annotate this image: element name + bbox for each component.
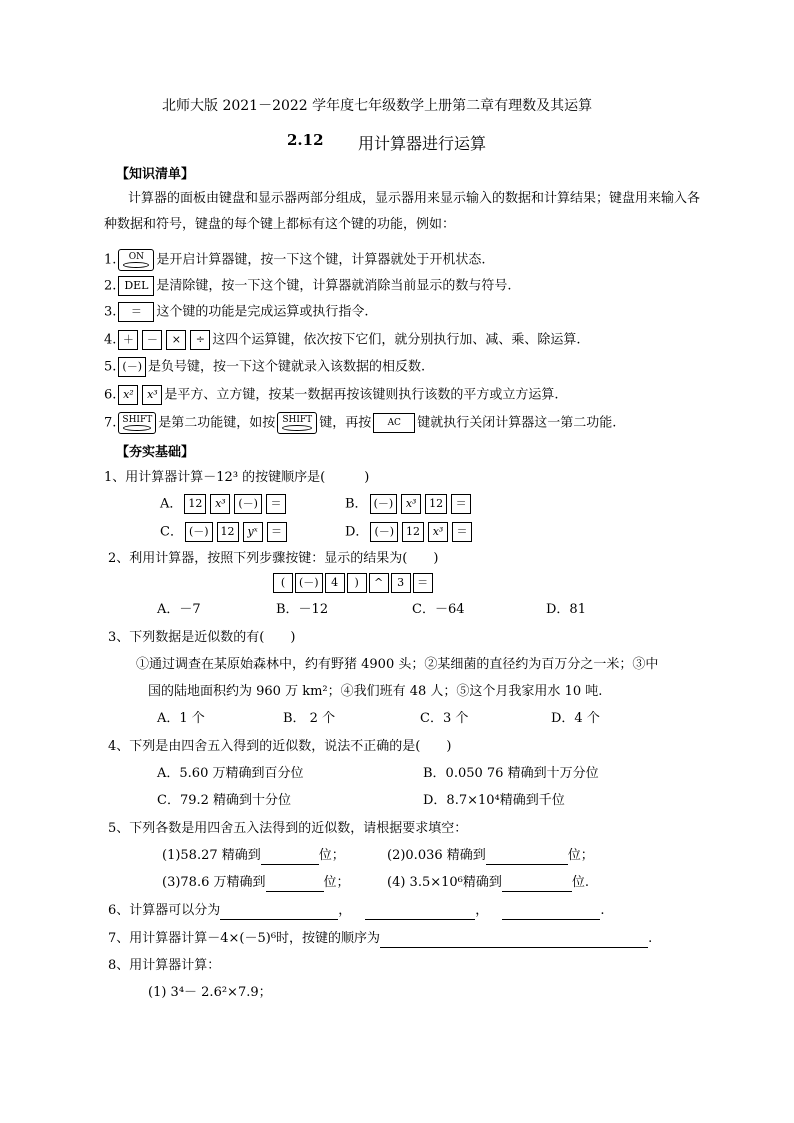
shift-key: SHIFT <box>118 412 156 434</box>
q4-stem: 4、下列是由四舍五入得到的近似数，说法不正确的是( ) <box>108 739 452 754</box>
key-12: 12 <box>425 494 447 514</box>
item-text: 是平方、立方键，按某一数据再按该键则执行该数的平方或立方运算. <box>164 387 559 403</box>
key-equals: ＝ <box>266 494 286 514</box>
fill-blank[interactable] <box>502 905 600 920</box>
q3-option-b: B． 2 个 <box>283 711 336 726</box>
q2-key-sequence <box>272 573 434 593</box>
item-text: 键，再按 <box>319 415 372 431</box>
item-text: 是负号键，按一下这个键就录入该数据的相反数. <box>148 359 426 375</box>
q5-part-1: (1)58.27 精确到 位； <box>162 848 345 863</box>
key-12: 12 <box>184 494 206 514</box>
q7: 7、用计算器计算－4×(－5)⁶时，按键的顺序为 . <box>108 931 653 946</box>
knowledge-item-5 <box>104 357 425 377</box>
minus-key: － <box>142 330 162 350</box>
fill-blank[interactable] <box>365 905 475 920</box>
key-negative: (－) <box>185 522 213 542</box>
ac-key: AC <box>373 413 415 433</box>
q5-stem: 5、下列各数是用四舍五入法得到的近似数，请根据要求填空： <box>108 821 468 836</box>
key-negative: (－) <box>295 573 323 593</box>
key-cube: x³ <box>428 522 448 542</box>
section-basics: 【夯实基础】 <box>116 445 195 460</box>
item-number: 2. <box>104 278 117 294</box>
fill-blank[interactable] <box>220 905 338 920</box>
item-text: 键就执行关闭计算器这一第二功能. <box>417 415 617 431</box>
q2-option-b: B．－12 <box>276 602 329 617</box>
q8-part-1: (1) 3⁴－ 2.6²×7.9； <box>148 985 272 1000</box>
negative-key: (－) <box>118 357 146 377</box>
section-knowledge: 【知识清单】 <box>116 167 195 182</box>
q3-line-1: ①通过调查在某原始森林中，约有野猪 4900 头；②某细菌的直径约为百万分之一米；③中 <box>136 657 659 672</box>
q1-option-c: C． (－) 12 yˣ ＝ <box>160 522 289 542</box>
key-caret: ^ <box>369 573 389 593</box>
intro-line-2: 种数据和符号，键盘的每个键上都标有这个键的功能，例如： <box>104 217 456 232</box>
q3-option-d: D．4 个 <box>551 711 600 726</box>
plus-key: ＋ <box>118 330 138 350</box>
fill-blank[interactable] <box>261 850 319 865</box>
doc-title: 北师大版 2021－2022 学年度七年级数学上册第二章有理数及其运算 <box>162 98 593 114</box>
key-equals: ＝ <box>413 573 433 593</box>
fill-blank[interactable] <box>380 933 648 948</box>
key-12: 12 <box>217 522 239 542</box>
key-open-paren: ( <box>273 573 293 593</box>
q1-option-d: D． (－) 12 x³ ＝ <box>345 522 474 542</box>
key-equals: ＝ <box>451 494 471 514</box>
q3-option-a: A．1 个 <box>157 711 205 726</box>
q2-option-c: C．－64 <box>412 602 465 617</box>
knowledge-item-1 <box>104 249 486 271</box>
cube-key: x³ <box>142 385 162 405</box>
q6: 6、计算器可以分为 ， ， . <box>108 903 605 918</box>
q2-option-a: A．－7 <box>157 602 201 617</box>
q4-option-a: A．5.60 万精确到百分位 <box>157 766 304 781</box>
q2-stem: 2、利用计算器，按照下列步骤按键：显示的结果为( ) <box>108 551 439 566</box>
q5-part-2: (2)0.036 精确到 位； <box>387 848 594 863</box>
q1-option-b: B． (－) x³ 12 ＝ <box>345 494 473 514</box>
divide-key: ÷ <box>190 330 210 350</box>
knowledge-item-4 <box>104 330 581 350</box>
lesson-number: 2.12 <box>287 131 324 149</box>
q3-option-c: C．3 个 <box>420 711 469 726</box>
item-text: 这四个运算键，依次按下它们，就分别执行加、减、乘、除运算. <box>212 332 581 348</box>
del-key: DEL <box>118 276 154 296</box>
key-cube: x³ <box>401 494 421 514</box>
q5-part-4: (4) 3.5×10⁶精确到 位. <box>387 875 590 890</box>
fill-blank[interactable] <box>486 850 568 865</box>
item-number: 6. <box>104 387 117 403</box>
on-key: ON <box>118 249 154 271</box>
q8-stem: 8、用计算器计算： <box>108 958 221 973</box>
q1-stem: 1、用计算器计算－12³ 的按键顺序是( ) <box>104 470 370 485</box>
item-number: 1. <box>104 252 117 268</box>
q3-line-2: 国的陆地面积约为 960 万 km²；④我们班有 48 人；⑤这个月我家用水 10 吨. <box>148 684 603 699</box>
item-text: 是开启计算器键，按一下这个键，计算器就处于开机状态. <box>156 252 486 268</box>
key-negative: (－) <box>370 522 398 542</box>
shift-key-2: SHIFT <box>277 412 317 434</box>
fill-blank[interactable] <box>266 877 324 892</box>
item-text: 是第二功能键，如按 <box>158 415 276 431</box>
item-number: 3. <box>104 304 117 320</box>
key-power: yˣ <box>243 522 263 542</box>
knowledge-item-3 <box>104 302 369 322</box>
knowledge-item-2 <box>104 276 512 296</box>
key-equals: ＝ <box>452 522 472 542</box>
key-12: 12 <box>402 522 424 542</box>
key-equals: ＝ <box>267 522 287 542</box>
item-text: 是清除键，按一下这个键，计算器就消除当前显示的数与符号. <box>156 278 512 294</box>
times-key: × <box>166 330 186 350</box>
key-4: 4 <box>325 573 345 593</box>
square-key: x² <box>118 385 138 405</box>
q4-option-c: C．79.2 精确到十分位 <box>157 793 292 808</box>
item-text: 这个键的功能是完成运算或执行指令. <box>156 304 369 320</box>
intro-line-1: 计算器的面板由键盘和显示器两部分组成，显示器用来显示输入的数据和计算结果；键盘用来输入各 <box>128 191 701 206</box>
q1-option-a: A． 12 x³ (－) ＝ <box>160 494 288 514</box>
q5-part-3: (3)78.6 万精确到 位； <box>162 875 350 890</box>
q2-option-d: D．81 <box>546 602 586 617</box>
knowledge-item-7 <box>104 412 616 434</box>
equals-key: ＝ <box>118 302 154 322</box>
fill-blank[interactable] <box>502 877 572 892</box>
item-number: 5. <box>104 359 117 375</box>
key-close-paren: ) <box>347 573 367 593</box>
key-cube: x³ <box>210 494 230 514</box>
q4-option-d: D．8.7×10⁴精确到千位 <box>423 793 565 808</box>
q3-stem: 3、下列数据是近似数的有( ) <box>108 630 296 645</box>
key-3: 3 <box>391 573 411 593</box>
key-negative: (－) <box>234 494 262 514</box>
key-negative: (－) <box>370 494 398 514</box>
lesson-title: 用计算器进行运算 <box>358 134 487 153</box>
knowledge-item-6 <box>104 385 559 405</box>
item-number: 4. <box>104 332 117 348</box>
q4-option-b: B．0.050 76 精确到十万分位 <box>423 766 599 781</box>
item-number: 7. <box>104 415 117 431</box>
